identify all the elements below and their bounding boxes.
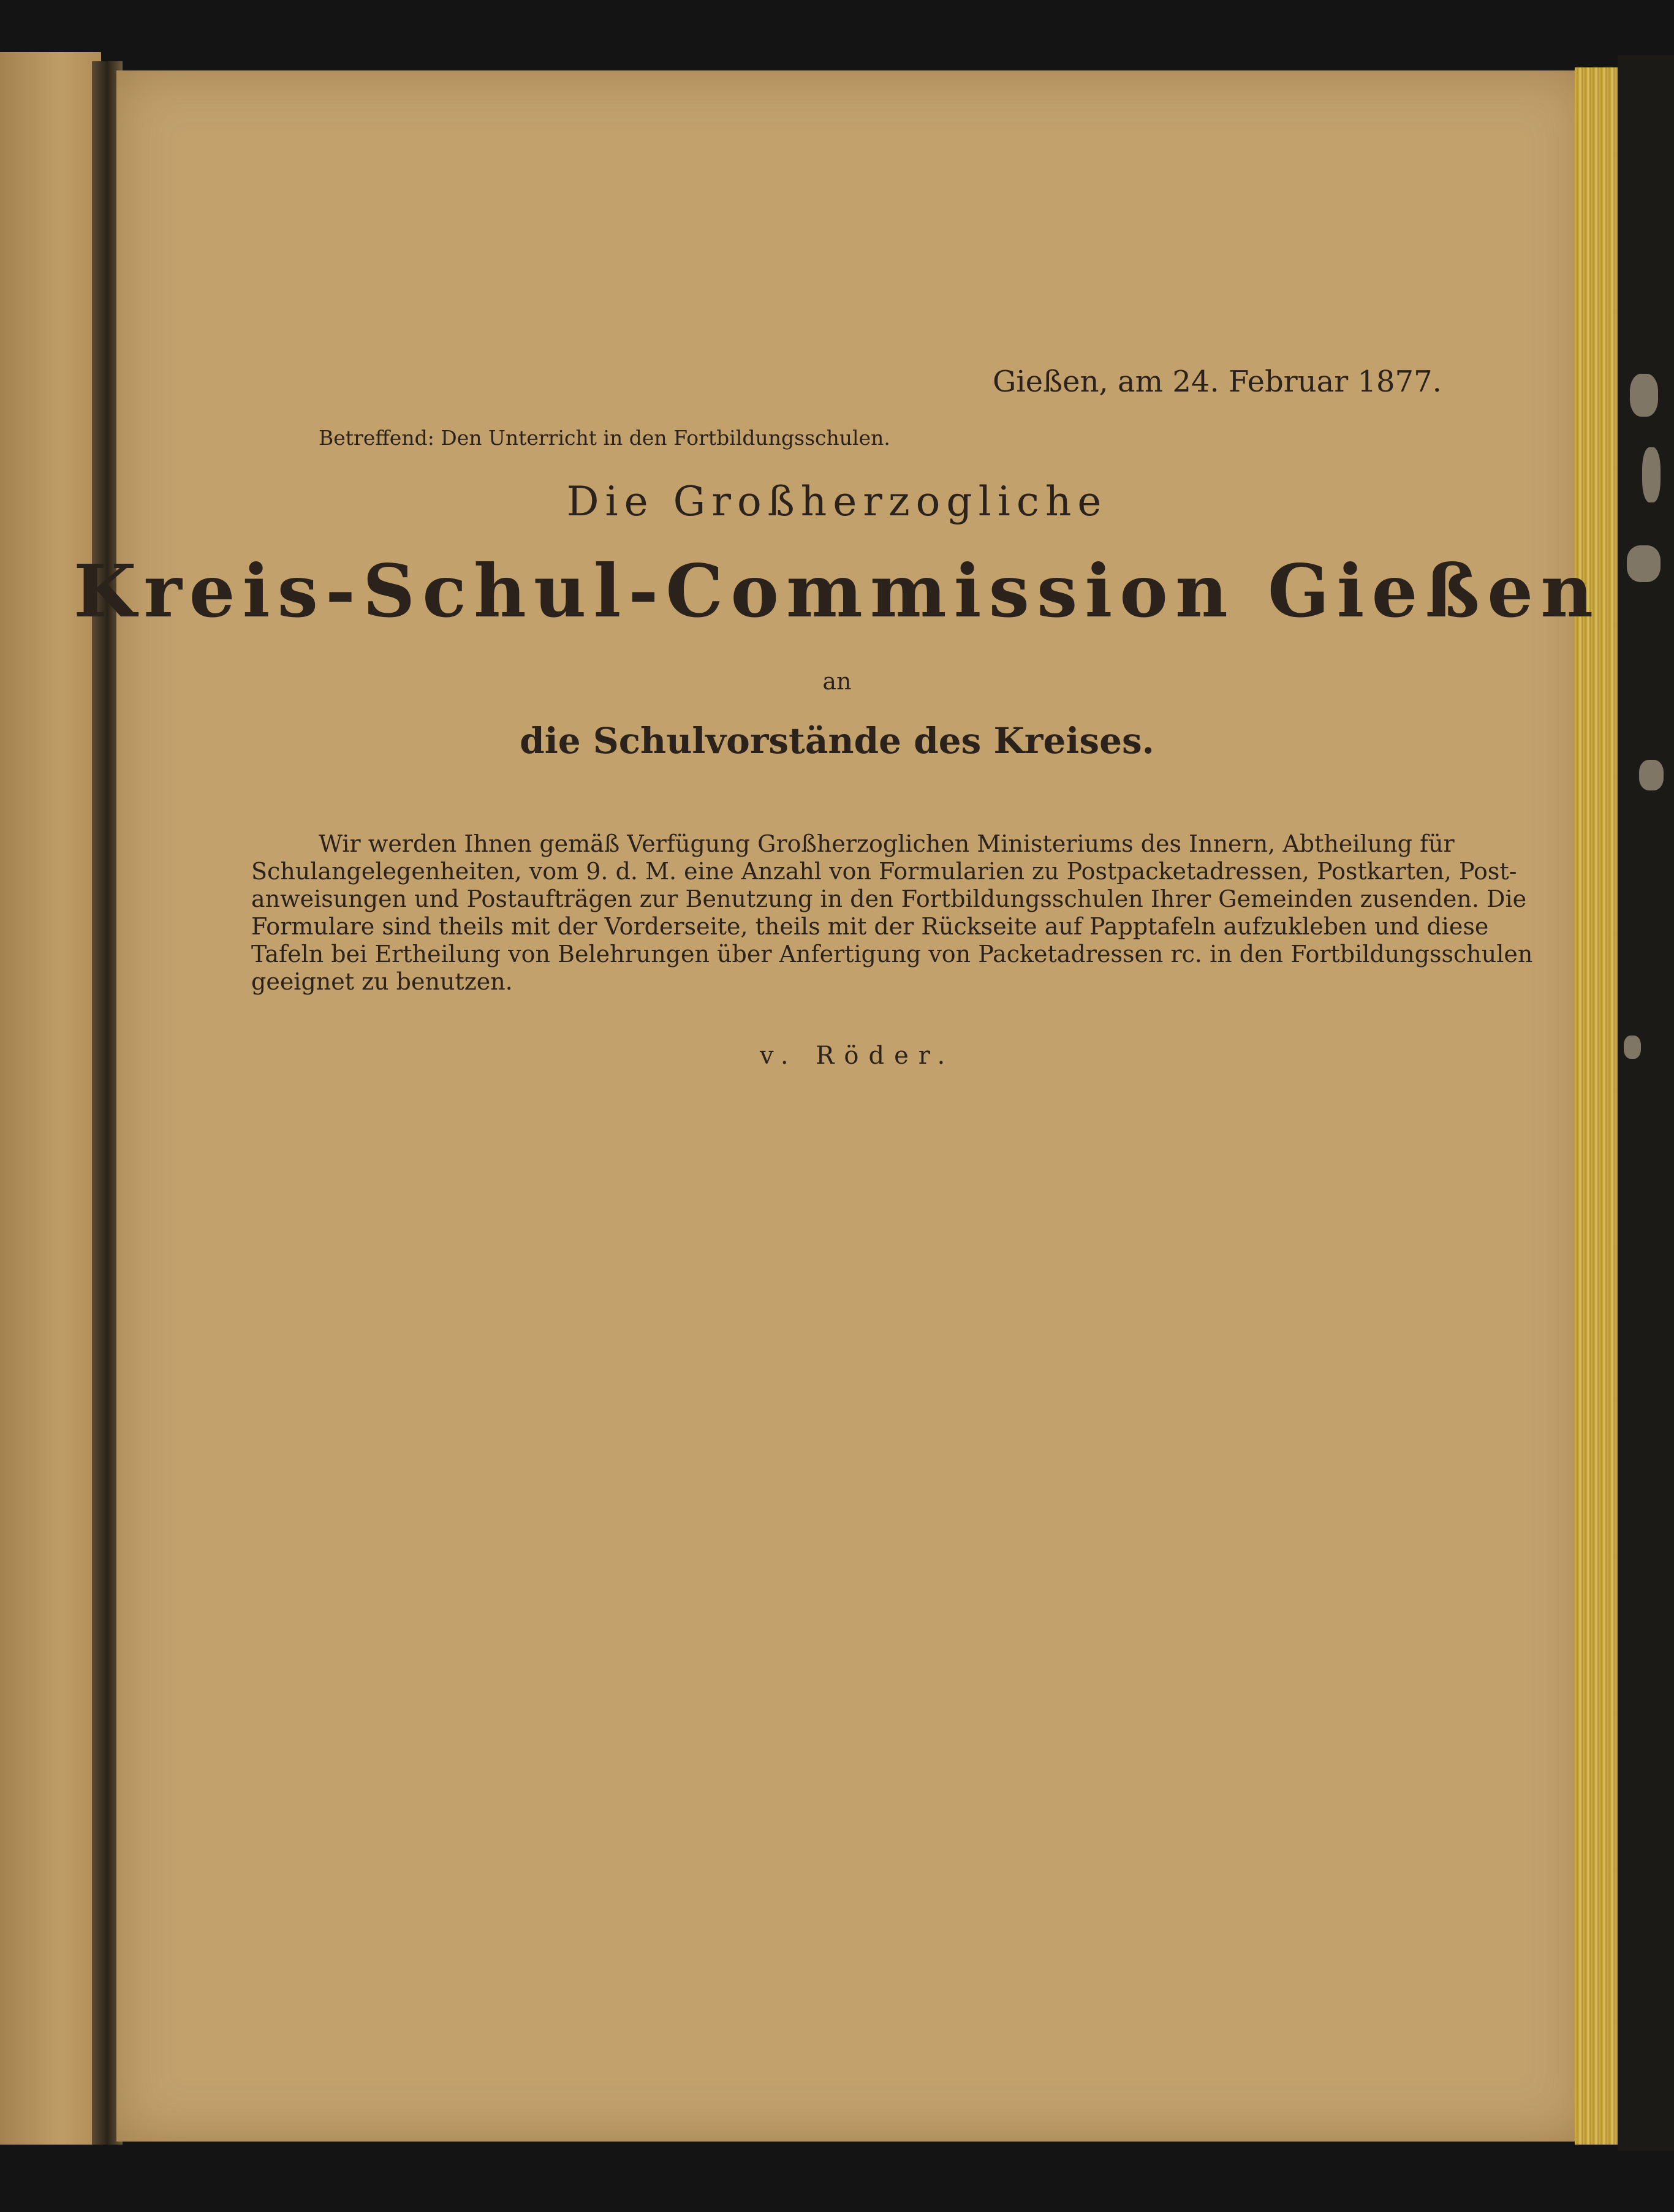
gilt-page-edges (1575, 67, 1618, 2145)
date-line: Gießen, am 24. Februar 1877. (993, 365, 1442, 399)
cover-wear-spot (1630, 374, 1658, 417)
heading-to: an (822, 668, 852, 695)
heading-issuer: Kreis-Schul-Commission Gießen (73, 548, 1601, 634)
body-paragraph (251, 830, 1533, 996)
left-page-edge (0, 52, 101, 2145)
heading-issuer-prefix: Die Großherzogliche (566, 478, 1108, 525)
body-line: Schulangelegenheiten, vom 9. d. M. eine Anzahl von Formularien zu Postpacketadressen, Postkarten, Post- (251, 858, 1517, 885)
body-line: anweisungen und Postaufträgen zur Benutzung in den Fortbildungsschulen Ihrer Gemeinden zusenden. Die (251, 885, 1527, 912)
heading-recipients: die Schulvorstände des Kreises. (520, 720, 1154, 762)
signature: v. Röder. (760, 1042, 955, 1070)
cover-wear-spot (1639, 760, 1664, 790)
body-line: geeignet zu benutzen. (251, 968, 513, 995)
body-line: Tafeln bei Ertheilung von Belehrungen über Anfertigung von Packetadressen rc. in den Fortbildungsschulen (251, 941, 1533, 968)
body-line: Formulare sind theils mit der Vorderseite, theils mit der Rückseite auf Papptafeln aufzukleben und diese (251, 913, 1489, 940)
subject-line: Betreffend: Den Unterricht in den Fortbildungsschulen. (319, 426, 890, 450)
book-cover (1618, 55, 1674, 2151)
cover-wear-spot (1624, 1036, 1641, 1059)
body-line: Wir werden Ihnen gemäß Verfügung Großherzoglichen Ministeriums des Innern, Abtheilung für (319, 830, 1455, 857)
